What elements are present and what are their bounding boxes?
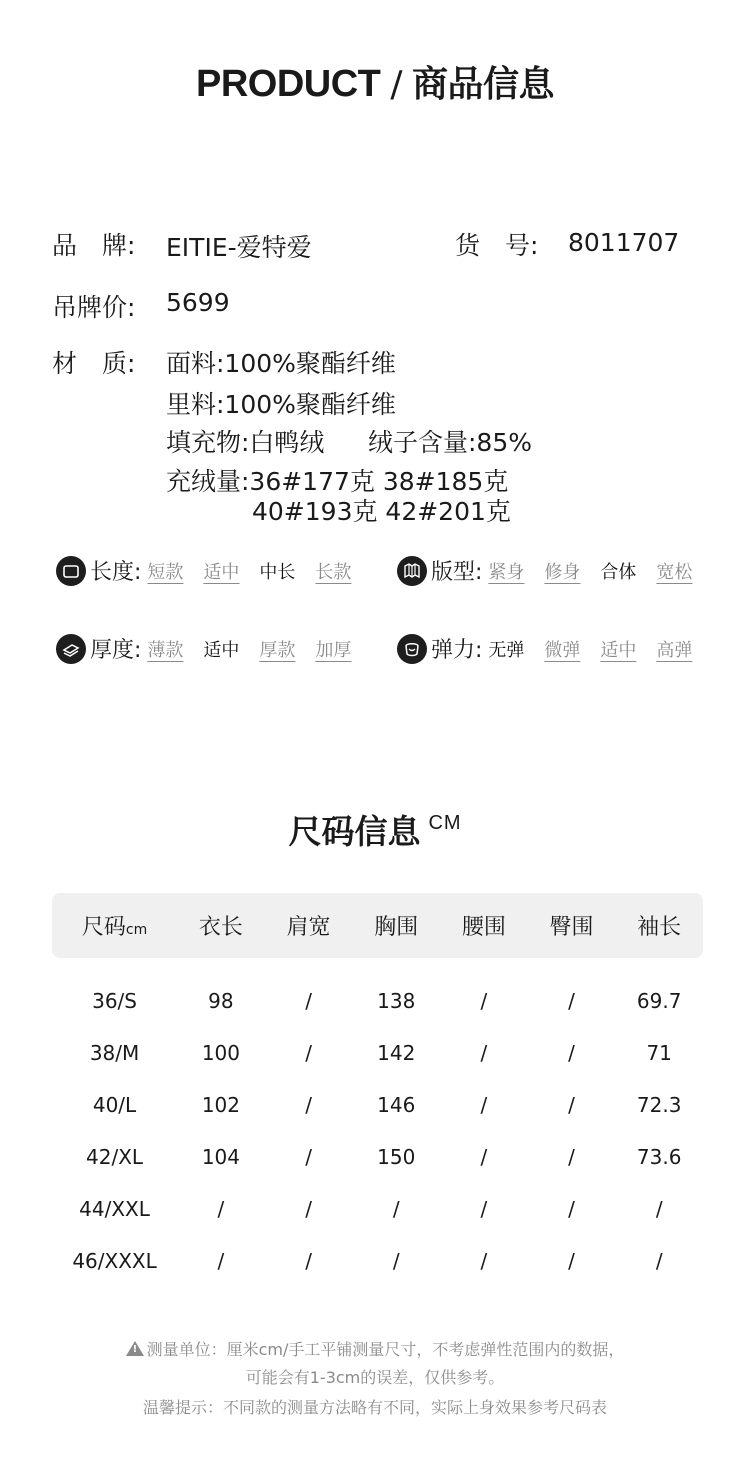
cell-waist: / <box>480 1145 488 1169</box>
cell-size: 38/M <box>89 1041 140 1065</box>
option-short: 短款 <box>147 561 184 583</box>
option-slight-stretch: 微弹 <box>544 639 581 661</box>
attribute-thickness <box>56 633 351 664</box>
cell-chest: 142 <box>377 1041 416 1065</box>
note-line-2: 可能会有1-3cm的误差，仅供参考。 <box>245 1368 505 1387</box>
cell-chest: / <box>392 1249 400 1273</box>
page-title <box>0 56 750 107</box>
cell-waist: / <box>480 1197 488 1221</box>
cell-shoulder: / <box>305 1197 312 1221</box>
table-row <box>52 1235 703 1287</box>
option-high-stretch: 高弹 <box>656 639 693 661</box>
header-sleeve: 袖长 <box>637 915 682 940</box>
option-extra-thick: 加厚 <box>315 639 352 661</box>
cell-sleeve: 71 <box>646 1041 672 1065</box>
option-thick: 厚款 <box>259 639 296 661</box>
cell-shoulder: / <box>305 1041 312 1065</box>
option-long: 长款 <box>315 561 352 583</box>
cell-chest: / <box>392 1197 400 1221</box>
option-tight: 紧身 <box>488 561 525 583</box>
header-waist: 腰围 <box>461 915 506 940</box>
cell-length: 100 <box>201 1041 240 1065</box>
header-hip: 臀围 <box>549 915 594 940</box>
cell-shoulder: / <box>305 989 312 1013</box>
table-row <box>52 1027 703 1079</box>
note-line-3: 温馨提示：不同款的测量方法略有不同，实际上身效果参考尺码表 <box>142 1398 607 1417</box>
material-down-content: 绒子含量:85% <box>368 428 532 457</box>
cell-hip: / <box>568 1093 575 1117</box>
measurement-note <box>0 1337 750 1360</box>
material-label: 材 质: <box>52 349 136 378</box>
option-thin: 薄款 <box>147 639 184 661</box>
material-fill-weight: 充绒量:36#177克 38#185克 <box>166 467 509 496</box>
cell-size: 44/XXL <box>79 1197 150 1221</box>
option-medium-selected: 适中 <box>203 639 240 661</box>
attribute-label: 弹力: <box>431 638 483 663</box>
attribute-length <box>56 555 351 586</box>
cell-shoulder: / <box>305 1093 312 1117</box>
cell-size: 40/L <box>92 1093 137 1117</box>
cell-chest: 146 <box>377 1093 416 1117</box>
option-medium: 适中 <box>203 561 240 583</box>
brand-value: EITIE-爱特爱 <box>166 233 312 262</box>
cell-sleeve: 72.3 <box>636 1093 682 1117</box>
header-size-unit: cm <box>125 922 148 938</box>
cell-sleeve: 73.6 <box>636 1145 682 1169</box>
material-lining: 里料:100%聚酯纤维 <box>166 390 396 419</box>
cell-chest: 150 <box>377 1145 416 1169</box>
option-no-stretch-selected: 无弹 <box>488 639 525 661</box>
cell-hip: / <box>568 989 575 1013</box>
size-table-header <box>52 893 703 958</box>
cell-sleeve: / <box>655 1249 663 1273</box>
cell-length: 104 <box>201 1145 240 1169</box>
title-chinese: 商品信息 <box>412 64 555 105</box>
cell-hip: / <box>568 1145 575 1169</box>
cell-length: / <box>217 1249 225 1273</box>
cell-hip: / <box>568 1249 575 1273</box>
elasticity-icon <box>397 634 427 664</box>
size-title-unit: CM <box>428 812 462 834</box>
cell-size: 42/XL <box>86 1145 144 1169</box>
header-size: 尺码cm <box>81 915 148 940</box>
sku-value: 8011707 <box>568 228 680 257</box>
material-fill-weight-2: 40#193克 42#201克 <box>252 497 511 526</box>
cell-length: 102 <box>201 1093 240 1117</box>
cell-length: / <box>217 1197 225 1221</box>
cell-shoulder: / <box>305 1145 312 1169</box>
attribute-label: 长度: <box>90 560 142 585</box>
option-loose: 宽松 <box>656 561 693 583</box>
cell-hip: / <box>568 1041 575 1065</box>
brand-label: 品 牌: <box>52 231 136 260</box>
header-length: 衣长 <box>198 915 243 940</box>
attribute-label: 版型: <box>431 560 483 585</box>
header-chest: 胸围 <box>374 915 419 940</box>
cell-sleeve: 69.7 <box>636 989 682 1013</box>
table-row <box>52 1131 703 1183</box>
attribute-elasticity <box>397 633 692 664</box>
cell-sleeve: / <box>655 1197 663 1221</box>
warning-icon: ! <box>126 1341 144 1356</box>
cell-waist: / <box>480 989 488 1013</box>
material-filling: 填充物:白鸭绒 <box>166 428 325 457</box>
cell-shoulder: / <box>305 1249 312 1273</box>
size-section-title <box>0 806 750 853</box>
length-icon <box>56 556 86 586</box>
attribute-label: 厚度: <box>90 638 142 663</box>
attribute-fit <box>397 555 692 586</box>
option-slim: 修身 <box>544 561 581 583</box>
cell-size: 46/XXXL <box>72 1249 157 1273</box>
cell-waist: / <box>480 1041 488 1065</box>
table-row <box>52 975 703 1027</box>
option-regular-selected: 合体 <box>600 561 637 583</box>
price-value: 5699 <box>166 288 230 317</box>
thickness-icon <box>56 634 86 664</box>
price-label: 吊牌价: <box>52 293 136 322</box>
cell-hip: / <box>568 1197 575 1221</box>
size-title-text: 尺码信息 <box>288 812 421 851</box>
header-shoulder: 肩宽 <box>286 915 331 940</box>
sku-label: 货 号: <box>455 231 539 260</box>
title-english: PRODUCT <box>195 63 381 105</box>
cell-chest: 138 <box>377 989 416 1013</box>
option-medium-stretch: 适中 <box>600 639 637 661</box>
fit-icon <box>397 556 427 586</box>
cell-length: 98 <box>208 989 234 1013</box>
table-row <box>52 1183 703 1235</box>
option-mid-long-selected: 中长 <box>259 561 296 583</box>
table-row <box>52 1079 703 1131</box>
material-fabric: 面料:100%聚酯纤维 <box>166 349 396 378</box>
title-slash: / <box>390 64 402 105</box>
cell-waist: / <box>480 1249 488 1273</box>
cell-size: 36/S <box>92 989 137 1013</box>
note-line-1: 测量单位：厘米cm/手工平铺测量尺寸，不考虑弹性范围内的数据， <box>146 1340 625 1359</box>
cell-waist: / <box>480 1093 488 1117</box>
